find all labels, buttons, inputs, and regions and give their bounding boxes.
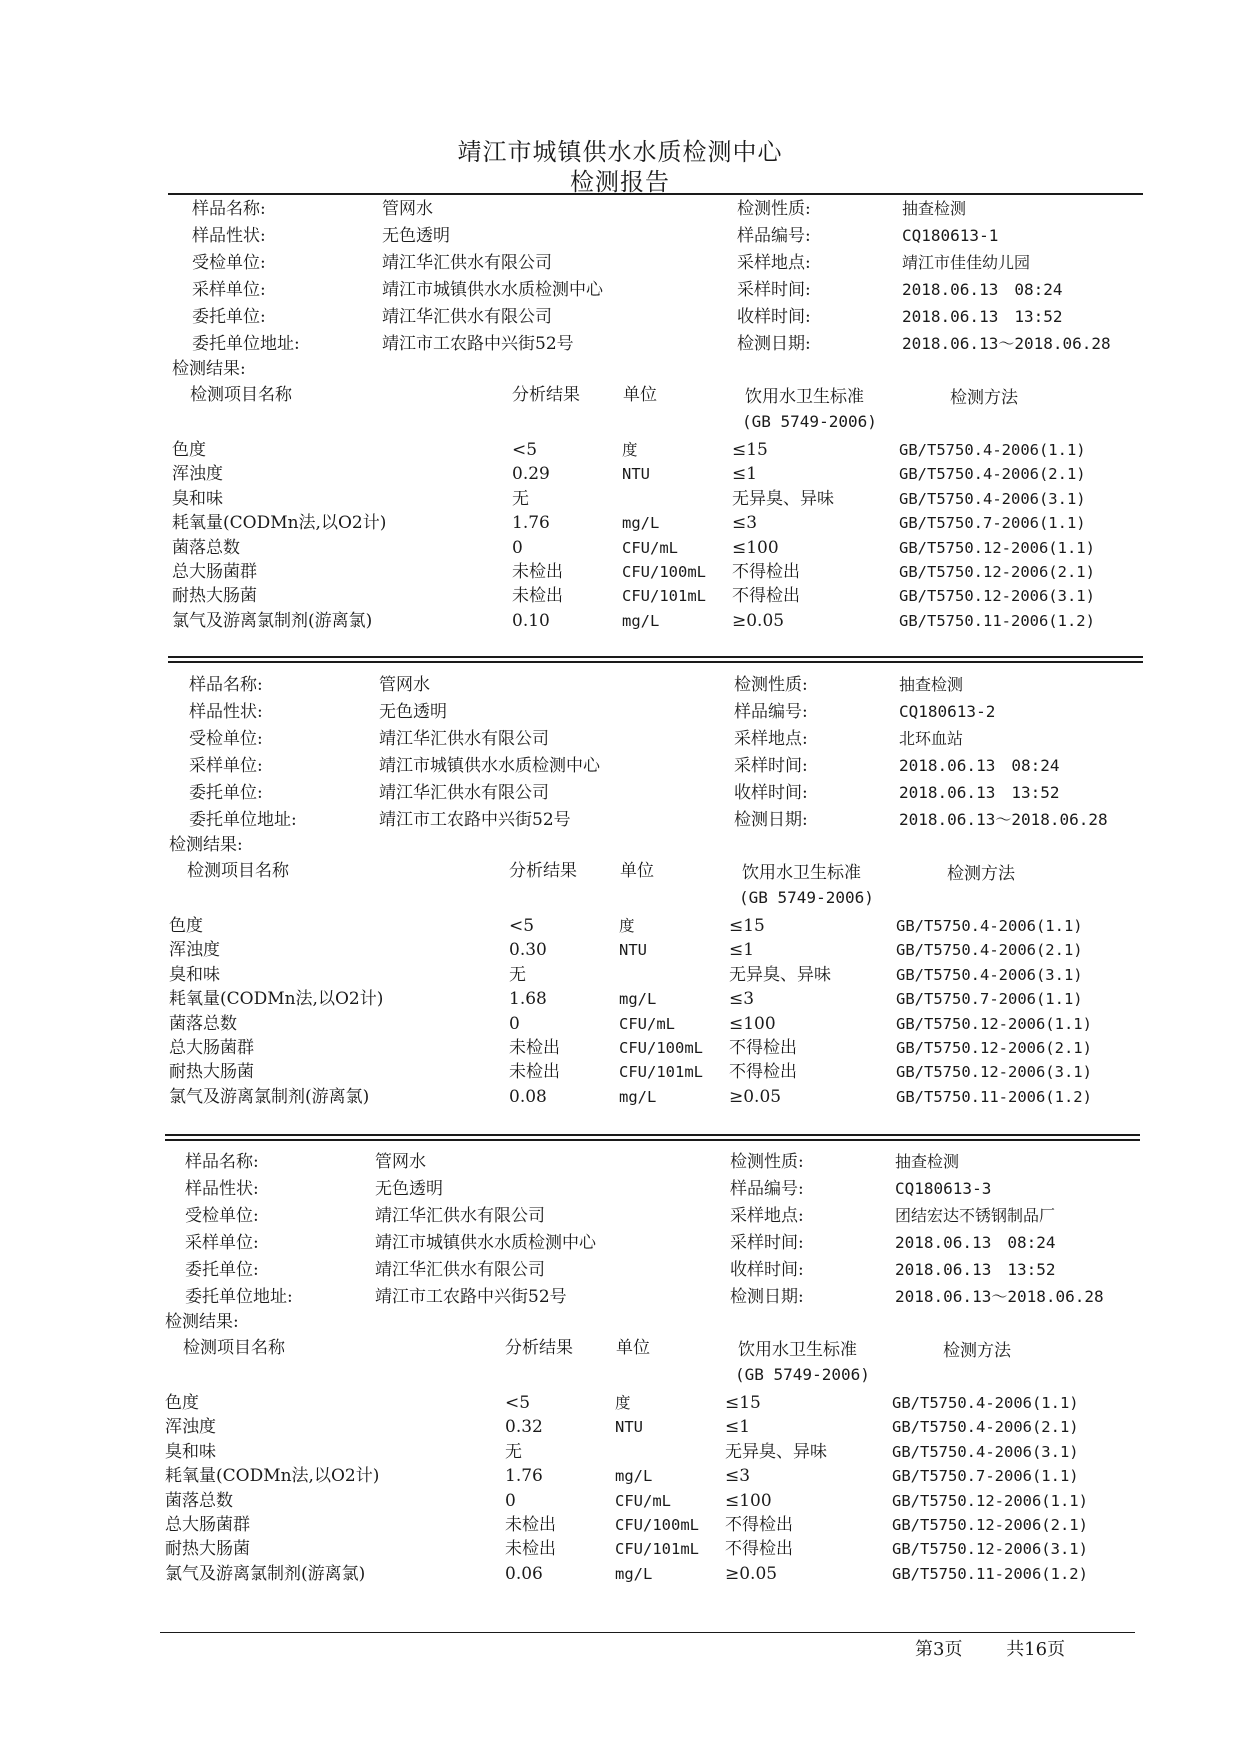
row-item-name: 总大肠菌群 <box>169 1038 254 1058</box>
row-item-name: 色度 <box>165 1393 199 1413</box>
row-item-name: 菌落总数 <box>165 1490 233 1511</box>
row-item-name: 菌落总数 <box>172 537 240 558</box>
column-header-standard: 饮用水卫生标准 <box>742 863 861 883</box>
row-unit: CFU/101mL <box>622 587 706 606</box>
row-result: 0.10 <box>512 610 550 631</box>
row-result: 0 <box>509 1013 520 1034</box>
row-standard: ≤15 <box>725 1393 761 1413</box>
row-standard: ≥0.05 <box>729 1086 782 1107</box>
column-header-standard-ref: (GB 5749-2006) <box>735 1365 870 1384</box>
row-item-name: 耐热大肠菌 <box>165 1539 250 1560</box>
sample-name-value: 管网水 <box>379 675 430 695</box>
sampling-time-label: 采样时间: <box>737 280 811 300</box>
row-unit: 度 <box>622 441 638 459</box>
sample-name-label: 样品名称: <box>192 199 266 219</box>
row-method: GB/T5750.12-2006(1.1) <box>899 538 1095 557</box>
sampling-unit-label: 采样单位: <box>192 280 266 300</box>
sample-property-value: 无色透明 <box>375 1179 443 1199</box>
row-unit: CFU/100mL <box>622 563 706 581</box>
results-heading: 检测结果: <box>165 1312 239 1332</box>
sample-number-label: 样品编号: <box>734 702 808 722</box>
sampling-location-label: 采样地点: <box>737 253 811 273</box>
row-result: 未检出 <box>509 1062 560 1083</box>
row-unit: CFU/101mL <box>619 1063 703 1082</box>
column-header-item: 检测项目名称 <box>187 861 289 881</box>
row-result: <5 <box>509 916 535 936</box>
row-item-name: 总大肠菌群 <box>165 1515 250 1535</box>
row-result: 0.29 <box>512 464 550 485</box>
row-standard: 不得检出 <box>725 1539 793 1560</box>
section-separator-top <box>168 656 1143 658</box>
row-method: GB/T5750.4-2006(1.1) <box>899 441 1086 459</box>
sample-name-value: 管网水 <box>382 199 433 219</box>
row-method: GB/T5750.12-2006(1.1) <box>892 1491 1088 1510</box>
column-header-item: 检测项目名称 <box>190 385 292 405</box>
row-standard: 不得检出 <box>729 1038 797 1058</box>
row-result: 未检出 <box>509 1038 560 1058</box>
row-method: GB/T5750.7-2006(1.1) <box>899 514 1086 533</box>
row-standard: 不得检出 <box>732 586 800 607</box>
row-unit: mg/L <box>619 990 657 1009</box>
row-unit: mg/L <box>615 1564 653 1583</box>
sample-name-label: 样品名称: <box>185 1152 259 1172</box>
sample-number-label: 样品编号: <box>737 226 811 246</box>
test-date-value: 2018.06.13～2018.06.28 <box>902 334 1111 353</box>
entrusting-unit-label: 委托单位: <box>192 307 266 327</box>
receiving-time-label: 收样时间: <box>734 783 808 803</box>
row-result: <5 <box>512 440 538 460</box>
row-method: GB/T5750.12-2006(2.1) <box>892 1516 1088 1534</box>
results-heading: 检测结果: <box>172 359 246 379</box>
row-item-name: 浑浊度 <box>172 464 223 485</box>
sample-property-value: 无色透明 <box>382 226 450 246</box>
row-unit: mg/L <box>615 1467 653 1486</box>
column-header-result: 分析结果 <box>509 861 577 881</box>
entrusting-unit-label: 委托单位: <box>185 1260 259 1280</box>
section-separator-bottom <box>165 1139 1140 1141</box>
row-result: 未检出 <box>512 562 563 582</box>
row-result: 未检出 <box>505 1539 556 1560</box>
sample-property-label: 样品性状: <box>189 702 263 722</box>
sampling-unit-value: 靖江市城镇供水水质检测中心 <box>379 756 600 776</box>
row-standard: 无异臭、异味 <box>729 964 831 985</box>
sampling-unit-value: 靖江市城镇供水水质检测中心 <box>375 1233 596 1253</box>
sampling-location-label: 采样地点: <box>730 1206 804 1226</box>
row-standard: 不得检出 <box>732 562 800 582</box>
sampling-location-value: 团结宏达不锈钢制品厂 <box>895 1206 1056 1225</box>
test-nature-value: 抽查检测 <box>899 675 964 694</box>
column-header-unit: 单位 <box>620 861 654 881</box>
column-header-unit: 单位 <box>623 385 657 405</box>
document-title: 检测报告 <box>570 168 670 196</box>
row-unit: mg/L <box>622 514 660 533</box>
row-unit: mg/L <box>619 1087 657 1106</box>
sample-name-value: 管网水 <box>375 1152 426 1172</box>
test-nature-value: 抽查检测 <box>895 1152 960 1171</box>
row-method: GB/T5750.4-2006(2.1) <box>892 1418 1079 1437</box>
column-header-method: 检测方法 <box>943 1341 1011 1361</box>
row-method: GB/T5750.4-2006(3.1) <box>899 489 1086 508</box>
test-date-label: 检测日期: <box>730 1287 804 1307</box>
row-standard: ≤15 <box>732 440 768 460</box>
row-method: GB/T5750.12-2006(3.1) <box>899 587 1095 606</box>
column-header-standard: 饮用水卫生标准 <box>745 387 864 407</box>
row-result: <5 <box>505 1393 531 1413</box>
sample-property-label: 样品性状: <box>185 1179 259 1199</box>
row-method: GB/T5750.11-2006(1.2) <box>899 611 1095 630</box>
header-rule <box>168 193 1143 195</box>
row-unit: CFU/mL <box>615 1491 671 1510</box>
sampling-time-label: 采样时间: <box>734 756 808 776</box>
inspected-unit-value: 靖江华汇供水有限公司 <box>382 253 552 273</box>
row-item-name: 臭和味 <box>172 488 223 509</box>
row-item-name: 耗氧量(CODMn法,以O2计) <box>172 513 387 534</box>
row-item-name: 菌落总数 <box>169 1013 237 1034</box>
test-nature-value: 抽查检测 <box>902 199 967 218</box>
row-result: 0.32 <box>505 1417 543 1438</box>
results-heading: 检测结果: <box>169 835 243 855</box>
row-unit: NTU <box>619 941 647 960</box>
row-item-name: 耗氧量(CODMn法,以O2计) <box>169 989 384 1010</box>
row-unit: NTU <box>615 1418 643 1437</box>
row-standard: 不得检出 <box>725 1515 793 1535</box>
row-method: GB/T5750.11-2006(1.2) <box>892 1564 1088 1583</box>
row-standard: ≤1 <box>725 1417 751 1438</box>
row-unit: CFU/100mL <box>619 1039 703 1057</box>
receiving-time-value: 2018.06.13 13:52 <box>899 783 1060 802</box>
row-unit: CFU/101mL <box>615 1540 699 1559</box>
column-header-standard-ref: (GB 5749-2006) <box>739 888 874 907</box>
row-item-name: 耐热大肠菌 <box>172 586 257 607</box>
sampling-location-value: 北环血站 <box>899 729 964 748</box>
row-result: 1.76 <box>505 1466 543 1487</box>
test-nature-label: 检测性质: <box>737 199 811 219</box>
row-result: 0.30 <box>509 940 547 961</box>
row-standard: ≤1 <box>729 940 755 961</box>
page-number: 第3页 <box>915 1639 963 1660</box>
row-standard: ≥0.05 <box>732 610 785 631</box>
test-date-label: 检测日期: <box>737 334 811 354</box>
row-method: GB/T5750.4-2006(3.1) <box>892 1442 1079 1461</box>
receiving-time-value: 2018.06.13 13:52 <box>902 307 1063 326</box>
row-result: 1.76 <box>512 513 550 534</box>
row-item-name: 氯气及游离氯制剂(游离氯) <box>165 1563 366 1584</box>
sample-name-label: 样品名称: <box>189 675 263 695</box>
row-method: GB/T5750.11-2006(1.2) <box>896 1087 1092 1106</box>
sample-property-value: 无色透明 <box>379 702 447 722</box>
row-method: GB/T5750.12-2006(3.1) <box>896 1063 1092 1082</box>
column-header-standard-ref: (GB 5749-2006) <box>742 412 877 431</box>
row-unit: CFU/mL <box>619 1014 675 1033</box>
test-date-value: 2018.06.13～2018.06.28 <box>899 810 1108 829</box>
receiving-time-label: 收样时间: <box>730 1260 804 1280</box>
row-standard: ≤3 <box>729 989 755 1010</box>
row-result: 未检出 <box>505 1515 556 1535</box>
row-result: 未检出 <box>512 586 563 607</box>
page-footer <box>915 1635 1103 1661</box>
row-item-name: 臭和味 <box>169 964 220 985</box>
row-item-name: 浑浊度 <box>165 1417 216 1438</box>
test-nature-label: 检测性质: <box>730 1152 804 1172</box>
row-method: GB/T5750.7-2006(1.1) <box>896 990 1083 1009</box>
row-result: 无 <box>505 1441 522 1462</box>
column-header-method: 检测方法 <box>950 388 1018 408</box>
row-standard: ≥0.05 <box>725 1563 778 1584</box>
column-header-result: 分析结果 <box>505 1338 573 1358</box>
row-item-name: 色度 <box>169 916 203 936</box>
organization-name: 靖江市城镇供水水质检测中心 <box>457 138 783 166</box>
section-separator-top <box>165 1134 1140 1136</box>
sampling-time-label: 采样时间: <box>730 1233 804 1253</box>
row-standard: ≤3 <box>725 1466 751 1487</box>
row-method: GB/T5750.4-2006(1.1) <box>896 917 1083 935</box>
row-unit: CFU/mL <box>622 538 678 557</box>
sampling-unit-label: 采样单位: <box>185 1233 259 1253</box>
entrusting-address-value: 靖江市工农路中兴街52号 <box>379 810 571 830</box>
test-date-value: 2018.06.13～2018.06.28 <box>895 1287 1104 1306</box>
row-item-name: 氯气及游离氯制剂(游离氯) <box>172 610 373 631</box>
row-standard: 无异臭、异味 <box>725 1441 827 1462</box>
column-header-result: 分析结果 <box>512 385 580 405</box>
test-date-label: 检测日期: <box>734 810 808 830</box>
row-standard: ≤15 <box>729 916 765 936</box>
entrusting-address-value: 靖江市工农路中兴街52号 <box>382 334 574 354</box>
page-total: 共16页 <box>1006 1639 1066 1660</box>
sample-number-value: CQ180613-3 <box>895 1179 992 1198</box>
row-standard: ≤3 <box>732 513 758 534</box>
row-unit: NTU <box>622 465 650 484</box>
row-unit: mg/L <box>622 611 660 630</box>
row-standard: ≤100 <box>725 1490 772 1511</box>
row-result: 无 <box>509 964 526 985</box>
row-item-name: 总大肠菌群 <box>172 562 257 582</box>
column-header-unit: 单位 <box>616 1338 650 1358</box>
entrusting-unit-value: 靖江华汇供水有限公司 <box>379 783 549 803</box>
row-result: 1.68 <box>509 989 547 1010</box>
sample-property-label: 样品性状: <box>192 226 266 246</box>
row-result: 0 <box>512 537 523 558</box>
row-result: 0 <box>505 1490 516 1511</box>
row-method: GB/T5750.4-2006(3.1) <box>896 965 1083 984</box>
row-method: GB/T5750.7-2006(1.1) <box>892 1467 1079 1486</box>
sample-number-label: 样品编号: <box>730 1179 804 1199</box>
row-method: GB/T5750.4-2006(1.1) <box>892 1394 1079 1412</box>
sampling-unit-label: 采样单位: <box>189 756 263 776</box>
row-result: 0.08 <box>509 1086 547 1107</box>
row-unit: 度 <box>619 917 635 935</box>
row-result: 0.06 <box>505 1563 543 1584</box>
sample-number-value: CQ180613-1 <box>902 226 999 245</box>
row-method: GB/T5750.12-2006(2.1) <box>896 1039 1092 1057</box>
entrusting-unit-value: 靖江华汇供水有限公司 <box>382 307 552 327</box>
row-standard: ≤1 <box>732 464 758 485</box>
sampling-time-value: 2018.06.13 08:24 <box>899 756 1060 775</box>
receiving-time-value: 2018.06.13 13:52 <box>895 1260 1056 1279</box>
row-unit: 度 <box>615 1394 631 1412</box>
row-standard: ≤100 <box>732 537 779 558</box>
entrusting-address-label: 委托单位地址: <box>192 334 300 354</box>
test-nature-label: 检测性质: <box>734 675 808 695</box>
entrusting-unit-value: 靖江华汇供水有限公司 <box>375 1260 545 1280</box>
row-item-name: 色度 <box>172 440 206 460</box>
sampling-time-value: 2018.06.13 08:24 <box>902 280 1063 299</box>
row-item-name: 耗氧量(CODMn法,以O2计) <box>165 1466 380 1487</box>
row-standard: ≤100 <box>729 1013 776 1034</box>
inspected-unit-value: 靖江华汇供水有限公司 <box>375 1206 545 1226</box>
row-method: GB/T5750.12-2006(1.1) <box>896 1014 1092 1033</box>
sampling-unit-value: 靖江市城镇供水水质检测中心 <box>382 280 603 300</box>
entrusting-unit-label: 委托单位: <box>189 783 263 803</box>
row-method: GB/T5750.4-2006(2.1) <box>896 941 1083 960</box>
row-standard: 不得检出 <box>729 1062 797 1083</box>
column-header-item: 检测项目名称 <box>183 1338 285 1358</box>
row-method: GB/T5750.12-2006(2.1) <box>899 563 1095 581</box>
row-result: 无 <box>512 488 529 509</box>
row-unit: CFU/100mL <box>615 1516 699 1534</box>
entrusting-address-label: 委托单位地址: <box>185 1287 293 1307</box>
row-standard: 无异臭、异味 <box>732 488 834 509</box>
inspected-unit-label: 受检单位: <box>189 729 263 749</box>
sampling-location-value: 靖江市佳佳幼儿园 <box>902 253 1031 272</box>
inspected-unit-value: 靖江华汇供水有限公司 <box>379 729 549 749</box>
sampling-time-value: 2018.06.13 08:24 <box>895 1233 1056 1252</box>
row-item-name: 臭和味 <box>165 1441 216 1462</box>
receiving-time-label: 收样时间: <box>737 307 811 327</box>
row-item-name: 氯气及游离氯制剂(游离氯) <box>169 1086 370 1107</box>
section-separator-bottom <box>168 661 1143 663</box>
sample-number-value: CQ180613-2 <box>899 702 996 721</box>
footer-rule <box>160 1632 1135 1633</box>
row-method: GB/T5750.4-2006(2.1) <box>899 465 1086 484</box>
sampling-location-label: 采样地点: <box>734 729 808 749</box>
column-header-method: 检测方法 <box>947 864 1015 884</box>
entrusting-address-value: 靖江市工农路中兴街52号 <box>375 1287 567 1307</box>
row-item-name: 耐热大肠菌 <box>169 1062 254 1083</box>
entrusting-address-label: 委托单位地址: <box>189 810 297 830</box>
column-header-standard: 饮用水卫生标准 <box>738 1340 857 1360</box>
inspected-unit-label: 受检单位: <box>192 253 266 273</box>
inspected-unit-label: 受检单位: <box>185 1206 259 1226</box>
row-item-name: 浑浊度 <box>169 940 220 961</box>
row-method: GB/T5750.12-2006(3.1) <box>892 1540 1088 1559</box>
